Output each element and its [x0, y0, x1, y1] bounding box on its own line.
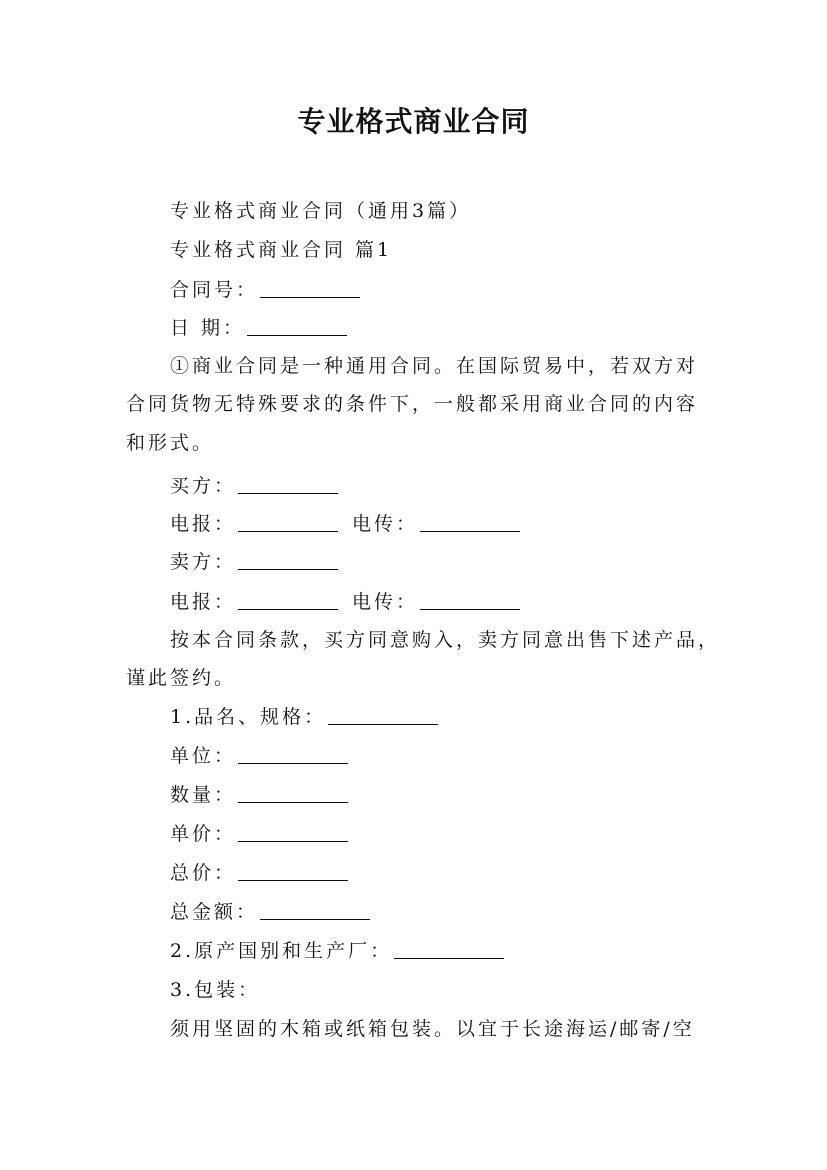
section-heading: 专业格式商业合同 篇1: [170, 239, 393, 261]
document-subtitle: 专业格式商业合同（通用3篇）: [170, 200, 472, 222]
item1-row: [170, 705, 438, 729]
unit-row: [170, 744, 348, 768]
packing-line-1: 须用坚固的木箱或纸箱包装。以宜于长途海运/邮寄/空: [170, 1018, 695, 1040]
telegram-blank-2: [238, 591, 338, 610]
buyer-row: [170, 474, 338, 498]
telex-label-2: 电传：: [352, 591, 419, 613]
seller-contact-row: [170, 590, 520, 614]
contract-no-row: [170, 278, 360, 302]
unit-price-blank: [238, 823, 348, 842]
unit-label: 单位：: [170, 745, 237, 767]
intro-line-3: 和形式。: [126, 432, 215, 454]
quantity-row: [170, 783, 348, 807]
telegram-label-2: 电报：: [170, 591, 237, 613]
buyer-contact-row: [170, 512, 520, 536]
telex-blank-1: [420, 513, 520, 532]
total-amount-label: 总金额：: [170, 901, 259, 923]
contract-no-label: 合同号：: [170, 279, 259, 301]
quantity-blank: [238, 784, 348, 803]
item1-label: 1.品名、规格：: [170, 706, 327, 728]
total-amount-blank: [260, 901, 370, 920]
telex-label-1: 电传：: [352, 513, 419, 535]
item2-row: [170, 939, 504, 963]
date-row: [170, 316, 347, 340]
seller-label: 卖方：: [170, 551, 237, 573]
buyer-label: 买方：: [170, 475, 237, 497]
quantity-label: 数量：: [170, 784, 237, 806]
contract-no-blank: [260, 279, 360, 298]
telegram-blank-1: [238, 513, 338, 532]
date-blank: [247, 317, 347, 336]
unit-price-row: [170, 822, 348, 846]
telex-blank-2: [420, 591, 520, 610]
item3-row: 3.包装：: [170, 979, 261, 1001]
total-price-blank: [238, 862, 348, 881]
total-price-row: [170, 861, 348, 885]
seller-row: [170, 550, 338, 574]
date-label: 日 期：: [170, 317, 246, 339]
item1-blank: [328, 706, 438, 725]
intro-line-2: 合同货物无特殊要求的条件下，一般都采用商业合同的内容: [126, 393, 699, 415]
unit-blank: [238, 745, 348, 764]
unit-price-label: 单价：: [170, 823, 237, 845]
agreement-line-1: 按本合同条款，买方同意购入，卖方同意出售下述产品，: [170, 629, 721, 651]
document-title: 专业格式商业合同: [297, 105, 530, 138]
total-amount-row: [170, 900, 370, 924]
agreement-line-2: 谨此签约。: [126, 667, 237, 689]
item2-blank: [394, 940, 504, 959]
telegram-label-1: 电报：: [170, 513, 237, 535]
intro-line-1: ①商业合同是一种通用合同。在国际贸易中，若双方对: [170, 355, 699, 377]
total-price-label: 总价：: [170, 862, 237, 884]
seller-blank: [238, 551, 338, 570]
item2-label: 2.原产国别和生产厂：: [170, 940, 393, 962]
buyer-blank: [238, 475, 338, 494]
